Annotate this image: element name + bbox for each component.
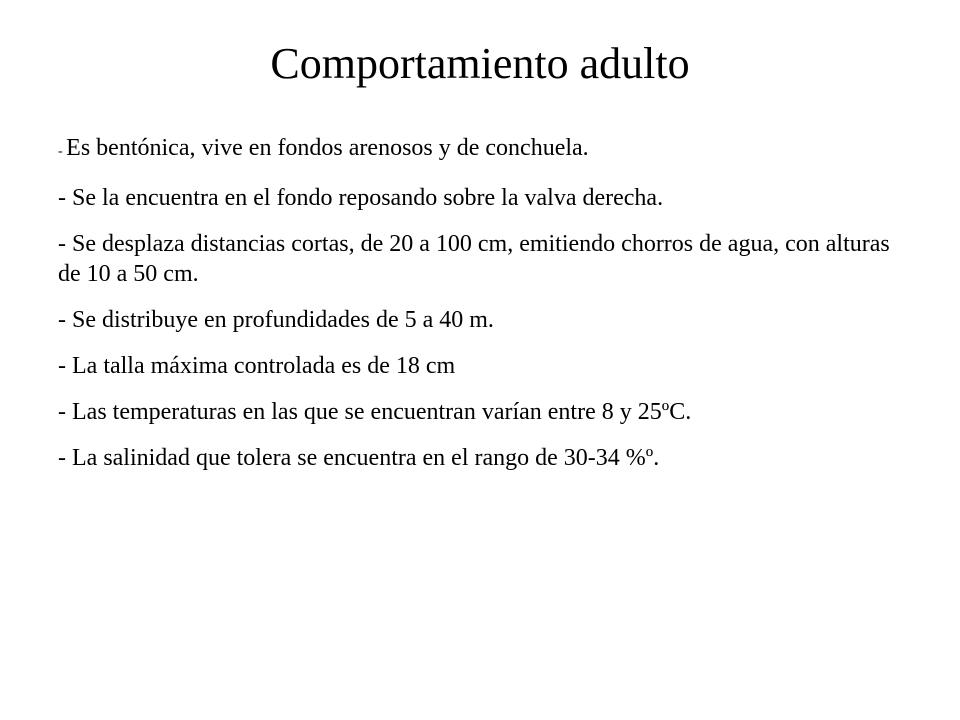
bullet-list xyxy=(58,133,918,489)
slide-title: Comportamiento adulto xyxy=(270,39,690,88)
bullet-item xyxy=(58,305,918,335)
bullet-item xyxy=(58,229,918,289)
bullet-text: Se distribuye en profundidades de 5 a 40 m. xyxy=(72,307,494,333)
bullet-text: Las temperaturas en las que se encuentran varían entre 8 y 25ºC. xyxy=(72,399,692,425)
bullet-item xyxy=(58,443,918,473)
bullet-item xyxy=(58,351,918,381)
bullet-item xyxy=(58,397,918,427)
bullet-text: La salinidad que tolera se encuentra en el rango de 30-34 %º. xyxy=(72,445,660,471)
bullet-text: Se desplaza distancias cortas, de 20 a 100 cm, emitiendo chorros de agua, con alturas de 10 a 50 cm. xyxy=(58,231,890,287)
bullet-dash: - xyxy=(58,307,72,333)
bullet-text: Es bentónica, vive en fondos arenosos y de conchuela. xyxy=(66,135,589,161)
bullet-dash: - xyxy=(58,144,67,159)
bullet-item xyxy=(58,183,918,213)
bullet-dash: - xyxy=(58,231,72,257)
bullet-text: La talla máxima controlada es de 18 cm xyxy=(72,353,456,379)
bullet-dash: - xyxy=(58,185,72,211)
bullet-item xyxy=(58,133,918,167)
bullet-dash: - xyxy=(58,399,72,425)
bullet-text: Se la encuentra en el fondo reposando sobre la valva derecha. xyxy=(72,185,664,211)
bullet-dash: - xyxy=(58,445,72,471)
bullet-dash: - xyxy=(58,353,72,379)
